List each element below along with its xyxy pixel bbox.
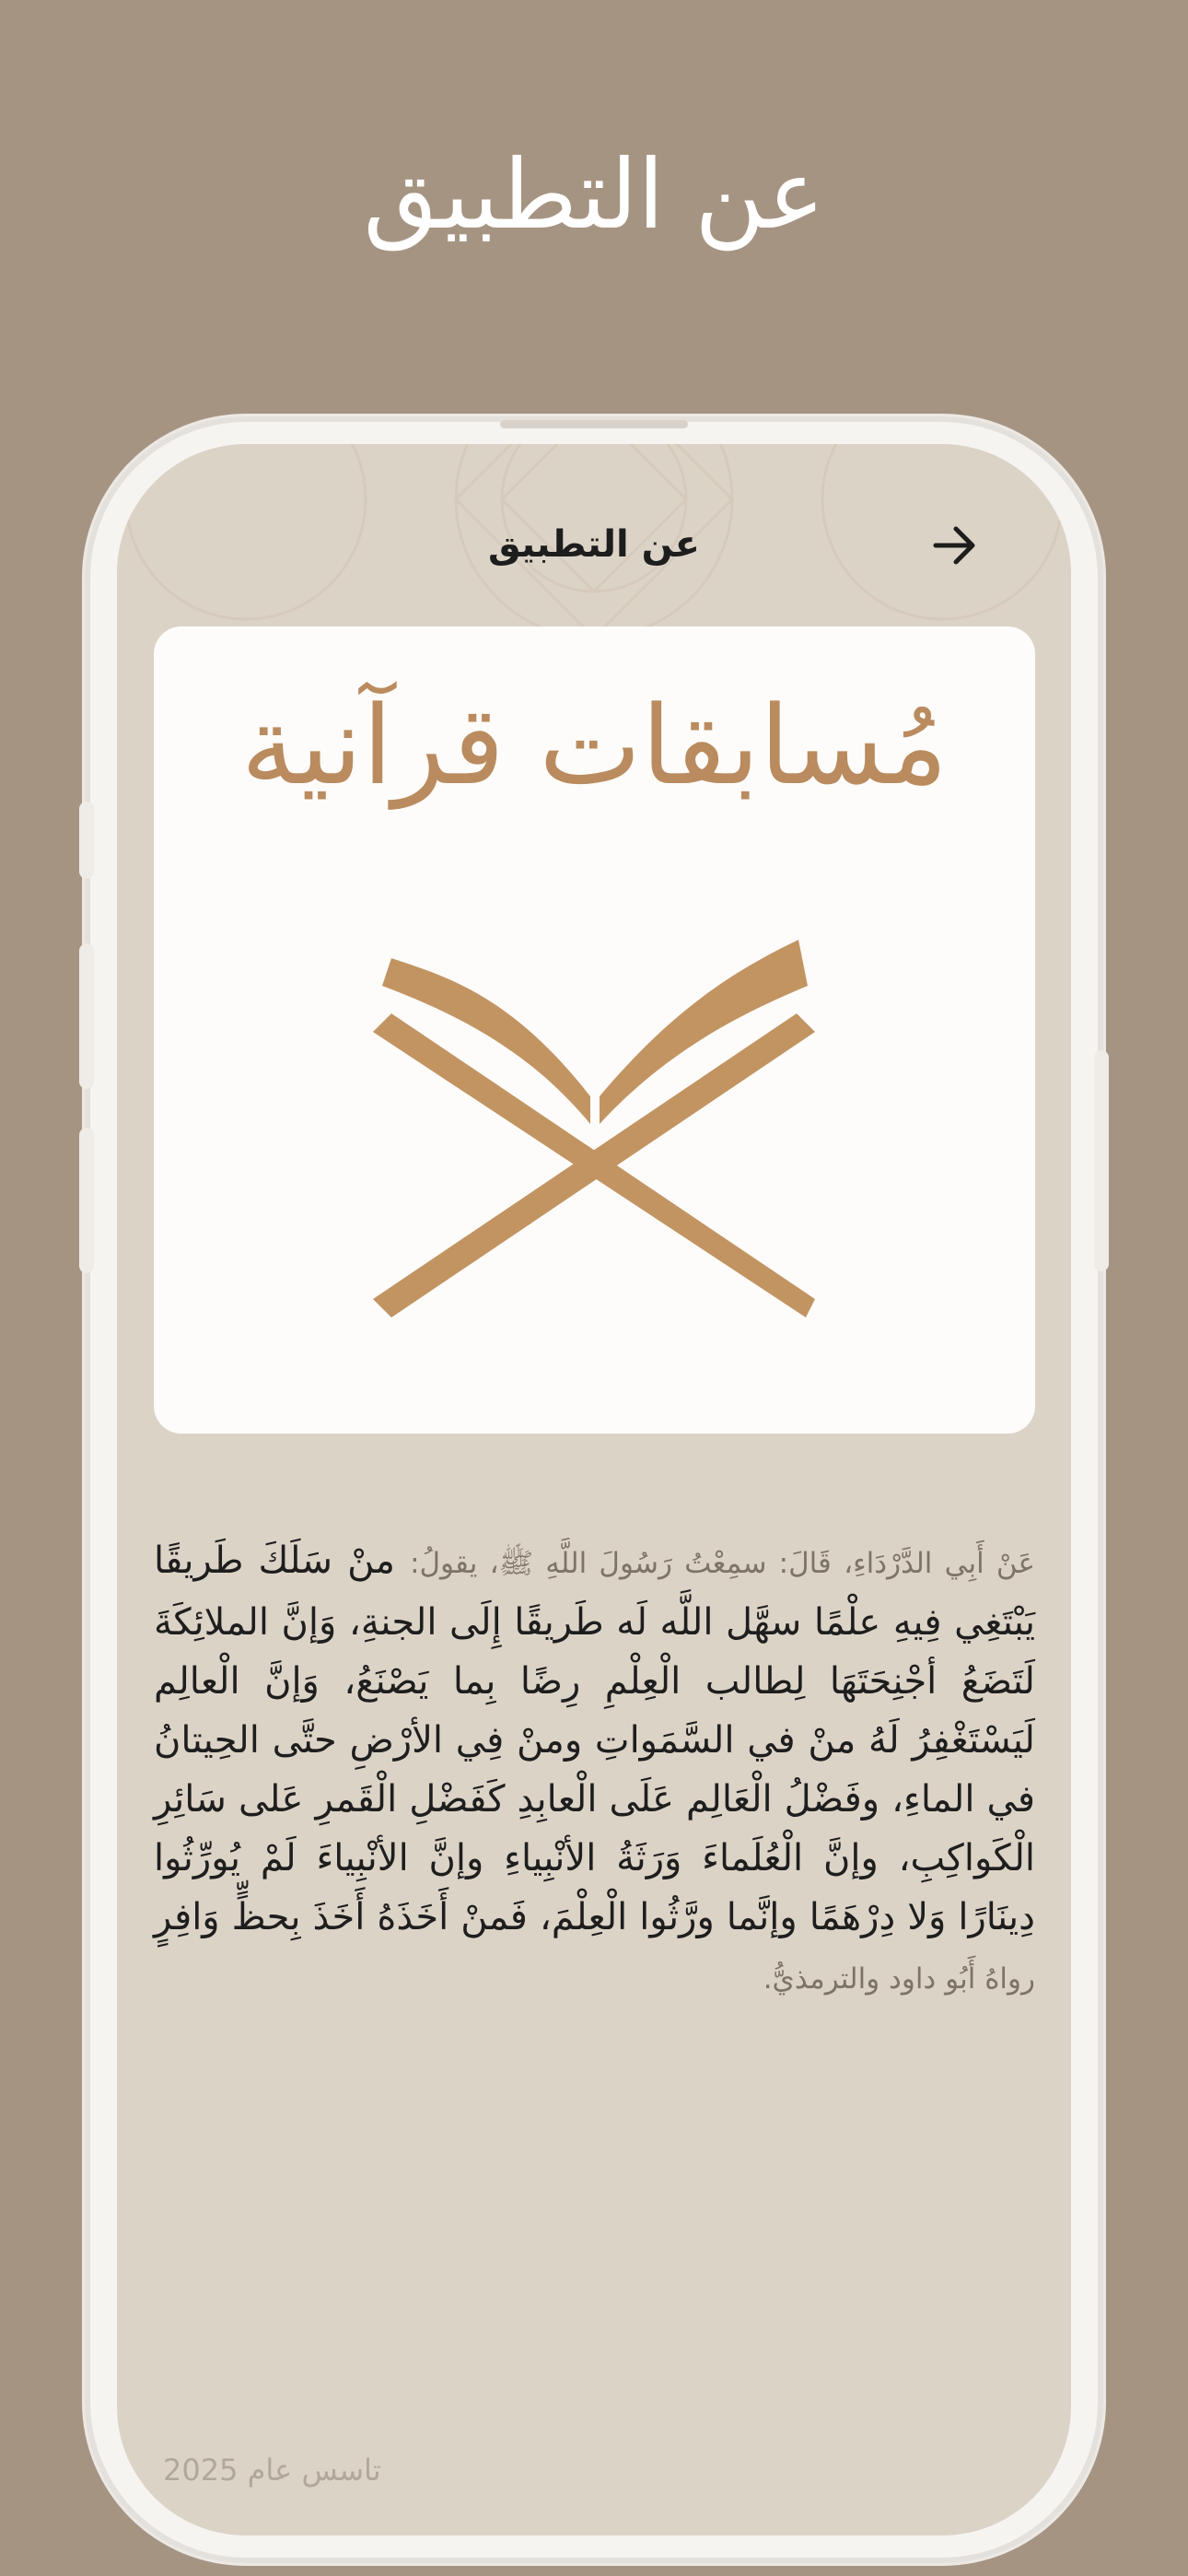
back-button[interactable] — [927, 518, 983, 573]
phone-power-button — [1094, 1050, 1109, 1271]
footer-established-text: تاسس عام 2025 — [163, 2453, 381, 2488]
quran-stand-icon — [373, 940, 817, 1327]
hadith-source: رواهُ أَبُو داود والترمذيُّ. — [763, 1962, 1035, 1996]
hadith-text — [154, 1531, 1035, 2008]
logo-card — [154, 626, 1035, 1434]
hadith-intro: عَنْ أَبِي الدَّرْدَاءِ، قَالَ: سمِعْتُ رَسُولَ اللَّهِ ﷺ، يقولُ: — [410, 1547, 1036, 1580]
app-screen — [117, 444, 1071, 2535]
nav-title: عن التطبيق — [488, 523, 700, 566]
phone-volume-up-button — [79, 943, 94, 1089]
hadith-body: منْ سَلَكَ طَريقًا يَبْتَغِي فِيهِ علْمًا سهَّل اللَّه لَه طَريقًا إِلَى الجنةِ، وَإنَّ الملائِكَةَ لَتَضَعُ أجْنِحَتَهَا لِطالب الْعِلْمِ رِضًا بِما يَصْنَعُ، وَإنَّ الْعالِم لَيَسْتَغْفِرُ لَهُ منْ في السَّمَواتِ ومنْ فِي الأرْضِ حتَّى الحِيتانُ في الماءِ، وفَضْلُ الْعَالِم عَلَى الْعابِدِ كَفَضْلِ الْقَمرِ عَلى سَائِرِ الْكَواكِبِ، وإنَّ الْعُلَماءَ وَرَثَةُ الأنْبِياءِ وإنَّ الأنْبِياءَ لَمْ يُورِّثُوا دِينَارًا وَلا دِرْهَمًا وإنَّما ورَّثُوا الْعِلْمَ، فَمنْ أَخَذَهُ أَخَذَ بِحظٍّ وَافِرٍ — [154, 1540, 1035, 1938]
phone-side-button — [79, 802, 94, 879]
arrow-right-icon — [932, 525, 978, 566]
phone-top-speaker — [500, 420, 688, 428]
app-logo-text: مُسابقات قرآنية — [240, 682, 949, 809]
page-title: عن التطبيق — [363, 138, 825, 251]
phone-volume-down-button — [79, 1128, 94, 1273]
